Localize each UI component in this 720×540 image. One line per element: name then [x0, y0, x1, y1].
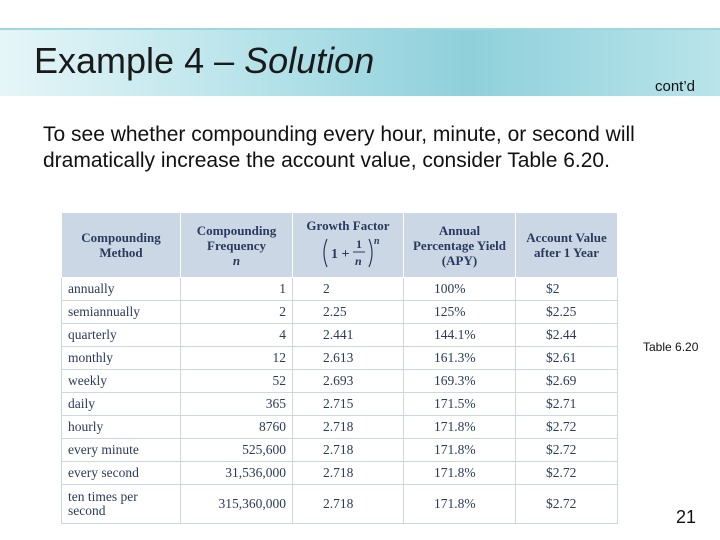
cell-value: $2.72	[516, 462, 618, 485]
cell-value: $2.61	[516, 347, 618, 370]
cell-apy: 171.8%	[404, 439, 516, 462]
cell-frequency: 1	[181, 278, 293, 301]
table-row	[62, 462, 618, 485]
cell-method: monthly	[62, 347, 181, 370]
cell-growth: 2	[293, 278, 404, 301]
cell-apy: 144.1%	[404, 324, 516, 347]
header-growth-label: Growth Factor	[306, 217, 390, 233]
cell-growth: 2.715	[293, 393, 404, 416]
cell-frequency: 525,600	[181, 439, 293, 462]
table-row	[62, 370, 618, 393]
svg-text:n: n	[355, 253, 362, 268]
table-row	[62, 439, 618, 462]
header-apy: Annual Percentage Yield (APY)	[404, 213, 516, 278]
cell-method: hourly	[62, 416, 181, 439]
header-growth	[293, 213, 404, 278]
header-method: Compounding Method	[62, 213, 181, 278]
header-frequency-line1: Compounding	[196, 222, 277, 238]
growth-factor-formula	[313, 233, 383, 273]
table-row	[62, 416, 618, 439]
table-row	[62, 278, 618, 301]
cell-apy: 125%	[404, 301, 516, 324]
cell-apy: 171.8%	[404, 485, 516, 524]
slide-title	[34, 40, 374, 82]
cell-method: ten times per second	[62, 485, 181, 524]
cell-apy: 169.3%	[404, 370, 516, 393]
cell-frequency: 52	[181, 370, 293, 393]
cell-frequency: 315,360,000	[181, 485, 293, 524]
table-caption: Table 6.20	[643, 340, 699, 354]
header-account-value: Account Value after 1 Year	[516, 213, 618, 278]
cell-method: annually	[62, 278, 181, 301]
cell-method: every minute	[62, 439, 181, 462]
cell-value: $2.71	[516, 393, 618, 416]
cell-method: daily	[62, 393, 181, 416]
cell-growth: 2.693	[293, 370, 404, 393]
table-header-row	[62, 213, 618, 278]
cell-growth: 2.613	[293, 347, 404, 370]
cell-growth: 2.441	[293, 324, 404, 347]
cell-method: quarterly	[62, 324, 181, 347]
cell-apy: 100%	[404, 278, 516, 301]
header-frequency-line3: n	[232, 252, 241, 268]
cell-frequency: 2	[181, 301, 293, 324]
cell-frequency: 365	[181, 393, 293, 416]
cell-apy: 171.5%	[404, 393, 516, 416]
cell-apy: 171.8%	[404, 416, 516, 439]
table-row	[62, 393, 618, 416]
header-frequency	[181, 213, 293, 278]
title-italic: Solution	[244, 40, 375, 81]
cell-method: every second	[62, 462, 181, 485]
svg-text:1: 1	[356, 236, 362, 251]
cell-growth: 2.718	[293, 462, 404, 485]
intro-text: To see whether compounding every hour, minute, or second will dramatically increase the account value, consider Table 6.20.	[43, 123, 635, 172]
cell-value: $2.44	[516, 324, 618, 347]
title-main: Example 4 –	[34, 40, 235, 81]
svg-text:n: n	[374, 235, 380, 247]
cell-value: $2.25	[516, 301, 618, 324]
page-number: 21	[676, 507, 697, 527]
header-frequency-line2: Frequency	[207, 237, 266, 253]
cell-growth: 2.718	[293, 485, 404, 524]
svg-text:1 +: 1 +	[331, 246, 350, 262]
table-row	[62, 485, 618, 524]
table-row	[62, 301, 618, 324]
table-row	[62, 347, 618, 370]
cell-growth: 2.718	[293, 439, 404, 462]
cell-frequency: 31,536,000	[181, 462, 293, 485]
cell-growth: 2.718	[293, 416, 404, 439]
cell-value: $2.72	[516, 439, 618, 462]
cell-value: $2.72	[516, 485, 618, 524]
cell-method: weekly	[62, 370, 181, 393]
cell-value: $2.69	[516, 370, 618, 393]
cell-frequency: 12	[181, 347, 293, 370]
cell-frequency: 8760	[181, 416, 293, 439]
continued-label: cont’d	[655, 78, 696, 95]
cell-method: semiannually	[62, 301, 181, 324]
cell-value: $2.72	[516, 416, 618, 439]
cell-apy: 161.3%	[404, 347, 516, 370]
table-container	[61, 212, 617, 520]
cell-apy: 171.8%	[404, 462, 516, 485]
table-row	[62, 324, 618, 347]
cell-growth: 2.25	[293, 301, 404, 324]
cell-value: $2	[516, 278, 618, 301]
cell-frequency: 4	[181, 324, 293, 347]
compounding-table	[61, 212, 618, 524]
